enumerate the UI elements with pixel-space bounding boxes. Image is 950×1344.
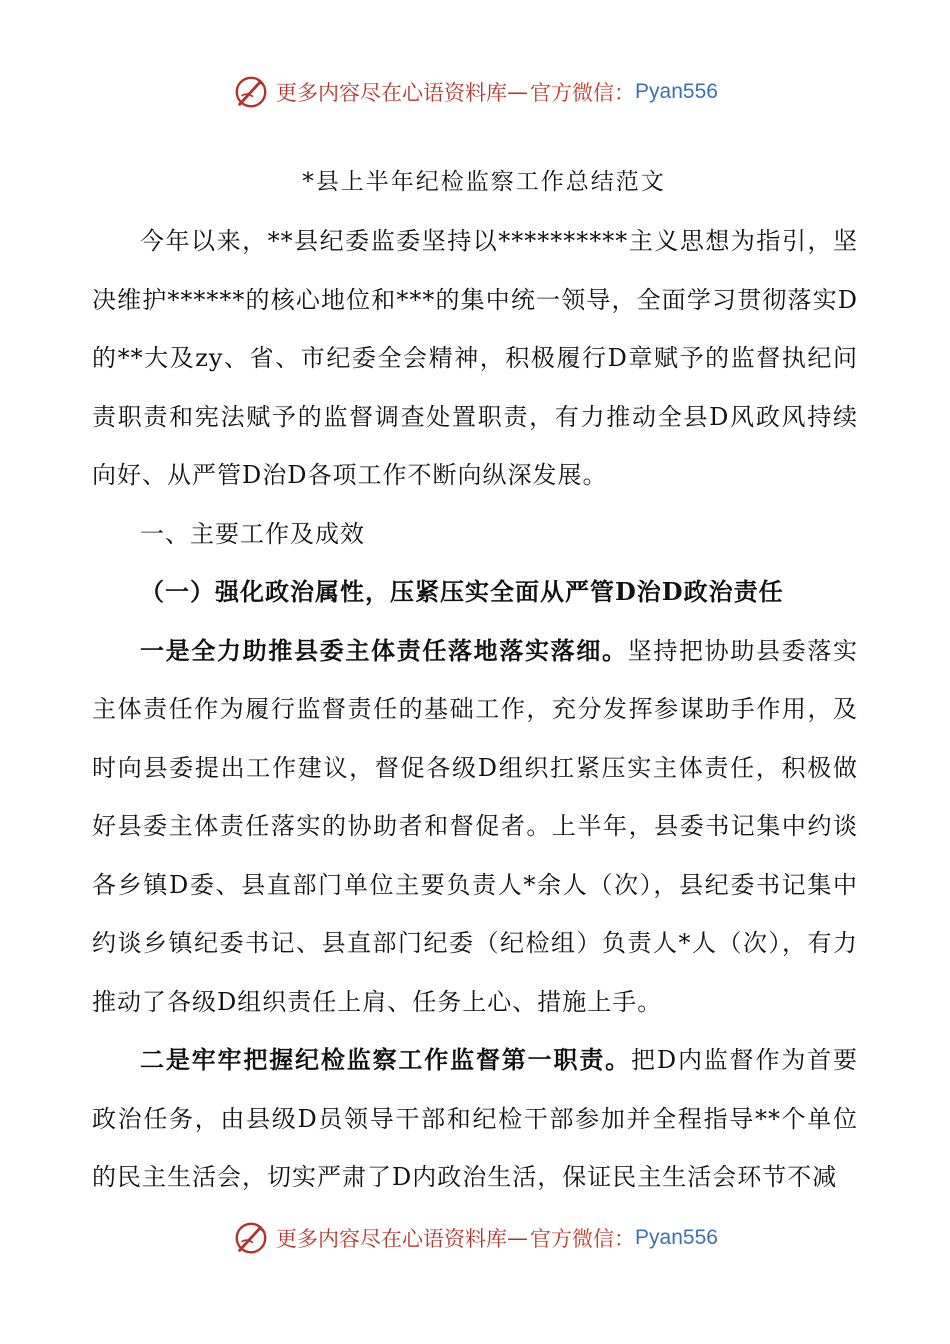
point-1-paragraph bbox=[92, 622, 858, 1032]
point-1-lead: 一是全力助推县委主体责任落地落实落细。 bbox=[140, 635, 628, 665]
point-2-paragraph bbox=[92, 1031, 858, 1207]
watermark-brand-text: 更多内容尽在心语资料库 bbox=[276, 1227, 508, 1251]
pen-circle-logo-icon bbox=[232, 1219, 270, 1257]
pen-circle-logo-icon bbox=[232, 73, 270, 111]
watermark-wechat-id: Pyan556 bbox=[635, 1226, 718, 1249]
watermark-dash: — bbox=[507, 80, 529, 104]
point-2-lead: 二是牢牢把握纪检监察工作监督第一职责。 bbox=[140, 1045, 632, 1074]
section-heading: 一、主要工作及成效 bbox=[140, 519, 365, 548]
watermark-brand-text: 更多内容尽在心语资料库 bbox=[276, 81, 508, 105]
point-1-body: 坚持把协助县委落实主体责任作为履行监督责任的基础工作，充分发挥参谋助手作用，及时向县委提出工作建议，督促各级D组织扛紧压实主体责任，积极做好县委主体责任落实的协助者和督促者。上半年，县委书记集中约谈各乡镇D委、县直部门单位主要负责人*余人（次），县纪委书记集中约谈乡镇纪委书记、县直部门纪委（纪检组）负责人*人（次），有力推动了各级D组织责任上肩、任务上心、措施上手。 bbox=[92, 636, 859, 1016]
document-body bbox=[92, 152, 858, 1207]
watermark-wechat-label: 官方微信： bbox=[530, 81, 636, 105]
watermark-footer bbox=[0, 1216, 950, 1260]
subsection-heading: （一）强化政治属性，压紧压实全面从严管D治D政治责任 bbox=[140, 577, 784, 606]
watermark-header bbox=[0, 70, 950, 114]
watermark-wechat-id: Pyan556 bbox=[635, 80, 718, 103]
intro-paragraph: 今年以来，**县纪委监委坚持以**********主义思想为指引，坚决维护******的核心地位和***的集中统一领导，全面学习贯彻落实D的**大及zy、省、市纪委全会精神，积极履行D章赋予的监督执纪问责职责和宪法赋予的监督调查处置职责，有力推动全县D风政风持续向好、从严管D治D各项工作不断向纵深发展。 bbox=[92, 227, 858, 489]
watermark-dash: — bbox=[507, 1226, 529, 1250]
point-2-body: 把D内监督作为首要政治任务，由县级D员领导干部和纪检干部参加并全程指导**个单位的民主生活会，切实严肃了D内政治生活，保证民主生活会环节不减 bbox=[92, 1046, 858, 1191]
watermark-wechat-label: 官方微信： bbox=[530, 1227, 636, 1251]
document-title: *县上半年纪检监察工作总结范文 bbox=[302, 169, 666, 195]
